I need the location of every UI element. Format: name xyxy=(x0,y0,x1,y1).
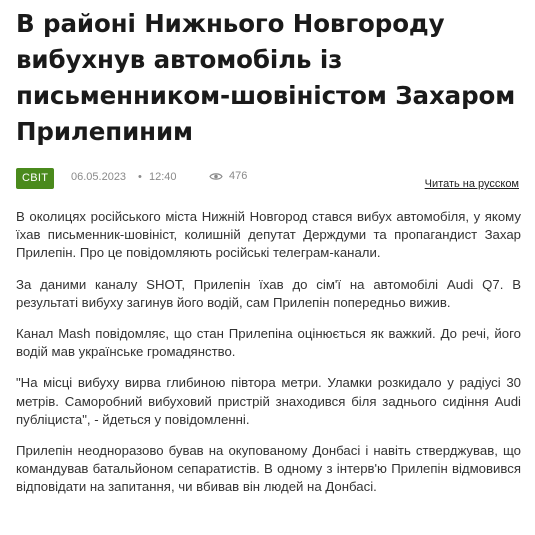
read-in-russian-link[interactable]: Читать на русском xyxy=(424,178,519,190)
article-body xyxy=(16,208,523,497)
article-title: В районі Нижнього Новгороду вибухнув автомобіль із письменником-шовіністом Захаром Прилепиним xyxy=(16,9,516,146)
eye-icon xyxy=(209,172,223,181)
article-container xyxy=(16,0,523,510)
article-paragraph: За даними каналу SHOT, Прилепін їхав до сім'ї на автомобілі Audi Q7. В результаті вибуху загинув його водій, сам Прилепін попередньо вижив. xyxy=(16,276,521,310)
publish-time: 12:40 xyxy=(149,171,177,183)
publish-date: 06.05.2023 xyxy=(71,171,127,183)
category-badge[interactable]: СВІТ xyxy=(16,168,54,189)
views-count: 476 xyxy=(229,170,248,182)
article-paragraph: "На місці вибуху вирва глибиною півтора метри. Уламки розкидало у радіусі 30 метрів. Саморобний вибуховий пристрій знаходився біля заднього сидіння Audi публіциста", - йдеться у повідомленні. xyxy=(16,375,521,427)
meta-separator-dot: • xyxy=(138,171,142,183)
article-paragraph: В околицях російського міста Нижній Новгород стався вибух автомобіля, у якому їхав письменник-шовініст, колишній депутат Держдуми та пропагандист Захар Прилепін. Про це повідомляють російські телеграм-канали. xyxy=(16,209,521,261)
views-counter xyxy=(209,170,247,182)
article-meta xyxy=(16,168,523,208)
article-paragraph: Канал Mash повідомляє, що стан Прилепіна оцінюється як важкий. До речі, його водій мав українське громадянство. xyxy=(16,326,521,360)
article-paragraph: Прилепін неодноразово бував на окупованому Донбасі і навіть стверджував, що командував батальйоном сепаратистів. В одному з інтерв'ю Прилепін відмовився відповідати на запитання, чи вбивав він людей на Донбасі. xyxy=(16,443,521,495)
